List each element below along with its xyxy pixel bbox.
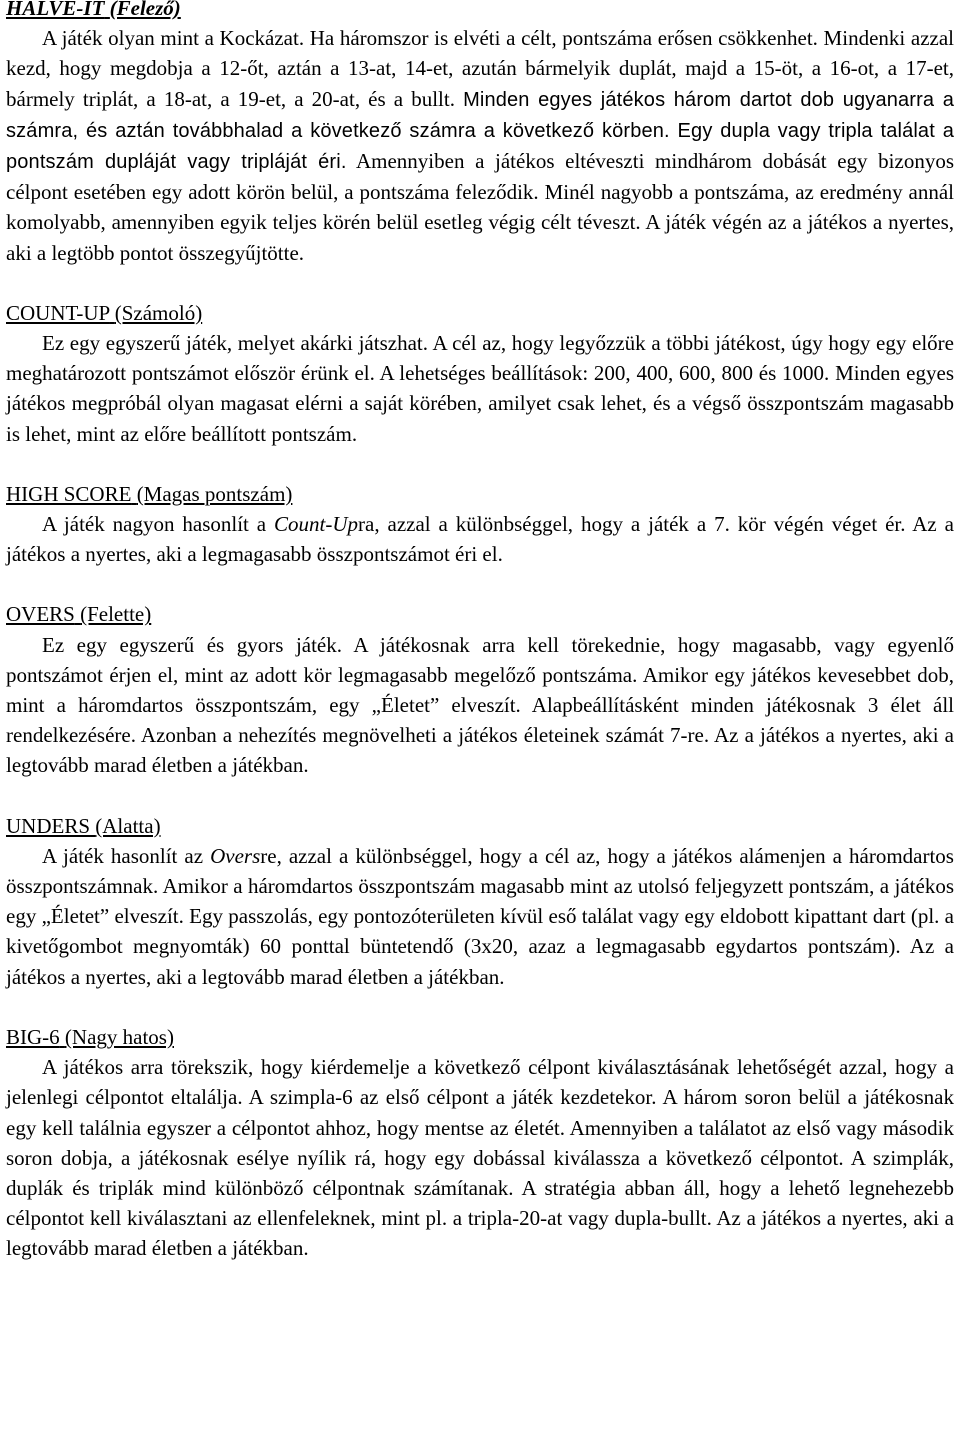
body-text-after: ra, azzal a különbséggel, hogy a játék a 7. kör végén véget ér. Az a játékos a nyertes, aki a legmagasabb összpontszámot éri el.	[6, 512, 954, 567]
section-title-name: (Felette)	[80, 602, 152, 627]
body-text-before: A játék hasonlít az	[42, 843, 211, 868]
body-part-1: A játék olyan mint a Kockázat. Ha háromszor is elvéti a célt, pontszáma erősen csökkenhet. Mindenki azzal kezd, hogy megdobja a 12-őt, aztán a 13-at, 14-et, azután bármelyik duplát, majd a 15-öt, a 16-ot, a 17-et, bármely triplát, a 18-at, a 19-et, a 20-at, és a bullt.	[6, 26, 954, 111]
section-body	[6, 23, 954, 268]
section-title-code: UNDERS	[6, 813, 91, 838]
body-part-2: Minden egyes játékos három dartot dob ugyanarra a számra, és aztán továbbhalad a következő számra a következő körben. Egy dupla vagy tripla találat a pontszám dupláját vagy tripláját éri.	[6, 88, 954, 174]
section-big-6	[6, 1022, 954, 1264]
section-heading	[6, 599, 954, 629]
section-count-up	[6, 298, 954, 449]
section-title-name: (Nagy hatos)	[64, 1024, 174, 1049]
section-title-name: (Felező)	[109, 0, 181, 20]
section-title-code: COUNT-UP	[6, 300, 110, 325]
section-title-name: (Magas pontszám)	[136, 481, 293, 506]
section-body: A játékos arra törekszik, hogy kiérdemelje a következő célpont kiválasztásának lehetőségét azzal, hogy a jelenlegi célpontot eltalálja. A szimpla-6 az első célpont a játék kezdetekor. A három soron belül a játékosnak egy kell találnia egyszer a célpontot ahhoz, hogy mentse az életét. Amennyiben a találatot az első vagy második soron dobja, a játékosnak esélye nyílik rá, hogy egy dobással kiválassza a következő célpontot. A szimplák, duplák és triplák mind különböző célpontnak számítanak. A stratégia abban áll, hogy a lehető legnehezebb célpontot kell kiválasztani az ellenfeleknek, mint pl. a tripla-20-at vagy dupla-bullt. Az a játékos a nyertes, aki a legtovább marad életben a játékban.	[6, 1055, 954, 1261]
section-title-code: HALVE-IT	[6, 0, 105, 20]
section-heading	[6, 0, 954, 23]
body-text-before: A játék nagyon hasonlít a	[42, 512, 275, 537]
section-high-score	[6, 479, 954, 570]
section-heading	[6, 298, 954, 328]
section-unders	[6, 811, 954, 992]
section-heading	[6, 1022, 954, 1052]
section-title-code: HIGH SCORE	[6, 481, 132, 506]
body-text-italic: Overs	[210, 843, 261, 868]
section-title-code: BIG-6	[6, 1024, 60, 1049]
section-body	[6, 509, 954, 569]
section-title-code: OVERS	[6, 602, 75, 627]
section-title-name: (Alatta)	[95, 813, 161, 838]
section-overs	[6, 599, 954, 780]
section-halve-it	[6, 0, 954, 268]
section-body	[6, 841, 954, 992]
section-heading	[6, 479, 954, 509]
body-text-after: re, azzal a különbséggel, hogy a cél az, hogy a játékos alámenjen a háromdartos összpontszámnak. Amikor a háromdartos összpontszám magasabb mint az utolsó feljegyzett pontszám, a játékos egy „Életet” elveszít. Egy passzolás, egy pontozóterületen kívül eső találat vagy egy eldobott kipattant dart (pl. a kivetőgombot megnyomták) 60 ponttal büntetendő (3x20, azaz a legmagasabb egydartos pontszám). Az a játékos a nyertes, aki a legtovább marad életben a játékban.	[6, 843, 954, 989]
section-heading	[6, 811, 954, 841]
section-title-name: (Számoló)	[114, 300, 203, 325]
section-body: Ez egy egyszerű és gyors játék. A játékosnak arra kell törekednie, hogy magasabb, vagy egyenlő pontszámot érjen el, mint az adott kör legmagasabb megelőző pontszáma. Amikor egy játékos kevesebbet dob, mint a háromdartos összpontszám, egy „Életet” elveszít. Alapbeállításként minden játékosnak 3 élet áll rendelkezésére. Azonban a nehezítés megnövelheti a játékos életeinek számát 7-re. Az a játékos a nyertes, aki a legtovább marad életben a játékban.	[6, 632, 954, 778]
body-text-italic: Count-Up	[274, 512, 359, 537]
body-part-3: Amennyiben a játékos eltéveszti mindhárom dobását egy bizonyos célpont esetében egy adott körön belül, a pontszáma feleződik. Minél nagyobb a pontszáma, az eredmény annál komolyabb, amennyiben egyik teljes körén belül esetleg végig célt téveszt. A játék végén az a játékos a nyertes, aki a legtöbb pontot összegyűjtötte.	[6, 149, 955, 265]
section-body: Ez egy egyszerű játék, melyet akárki játszhat. A cél az, hogy legyőzzük a többi játékost, úgy hogy egy előre meghatározott pontszámot először érünk el. A lehetséges beállítások: 200, 400, 600, 800 és 1000. Minden egyes játékos megpróbál olyan magasat elérni a saját körében, amilyet csak lehet, és a végső összpontszám magasabb is lehet, mint az előre beállított pontszám.	[6, 331, 954, 446]
